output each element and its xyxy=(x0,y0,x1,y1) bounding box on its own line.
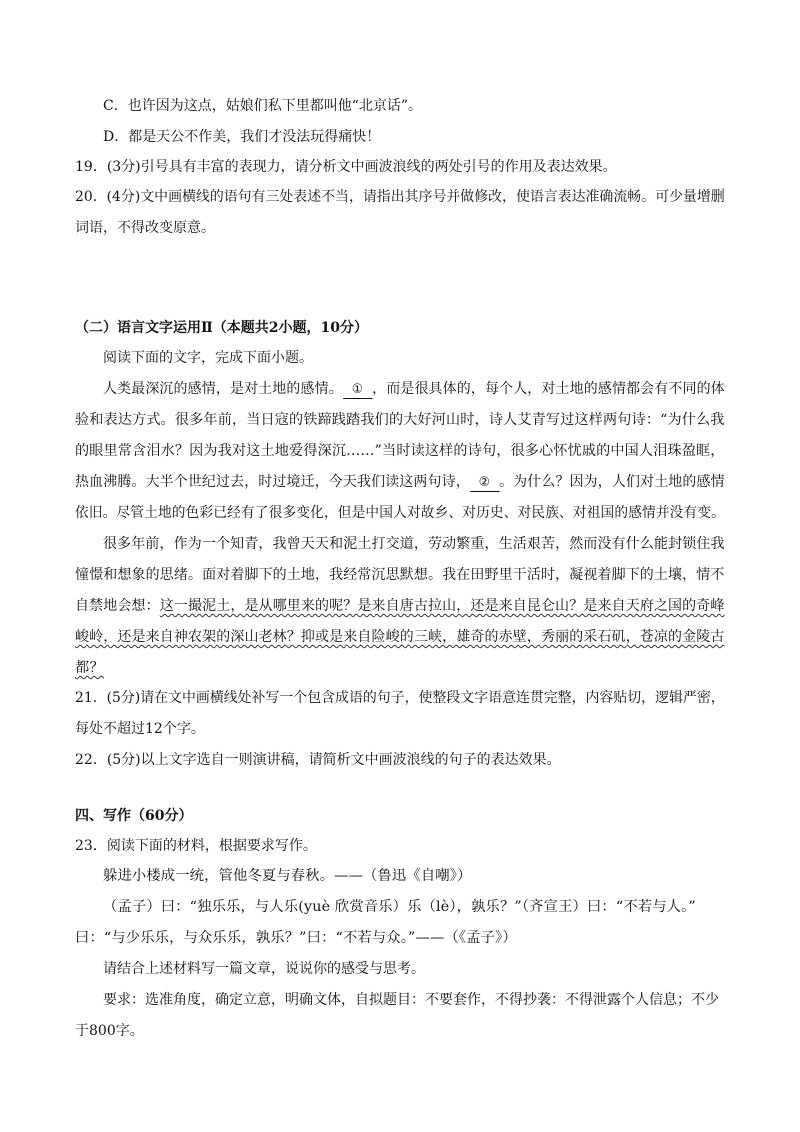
question-19: 19．(3分)引号具有丰富的表现力，请分析文中画波浪线的两处引号的作用及表达效果。 xyxy=(75,159,617,175)
option-c: C．也许因为这点，姑娘们私下里都叫他“北京话”。 xyxy=(103,98,423,114)
passage-2-line-3 xyxy=(75,596,725,616)
question-21-line-1: 21．(5分)请在文中画横线处补写一个包含成语的句子，使整段文字语意连贯完整，内容贴切，逻辑严密， xyxy=(75,690,725,706)
blank-2: ② xyxy=(470,474,499,492)
option-d: D．都是天公不作美，我们才没法玩得痛快！ xyxy=(103,129,381,145)
material-2-line-2: 曰：“与少乐乐，与众乐乐，孰乐？”曰：“不若与众。”——（《孟子》） xyxy=(75,930,517,946)
question-21-line-2: 每处不超过12个字。 xyxy=(75,721,205,737)
wavy-underlined-sentence: 这一撮泥土，是从哪里来的呢？是来自唐古拉山，还是来自昆仑山？是来自天府之国的奇峰 xyxy=(159,598,725,614)
passage-2-line-2: 憧憬和想象的思绪。面对着脚下的土地，我经常沉思默想。我在田野里干活时，凝视着脚下的土壤，情不 xyxy=(75,567,725,583)
section-2-instruction: 阅读下面的文字，完成下面小题。 xyxy=(103,350,313,366)
writing-requirements-line-2: 于800字。 xyxy=(75,1023,144,1039)
passage-2-line-5: 都？ xyxy=(75,660,104,676)
passage-text: 人类最深沉的感情，是对土地的感情。 xyxy=(103,381,343,397)
passage-2-line-1: 很多年前，作为一个知青，我曾天天和泥土打交道，劳动繁重，生活艰苦，然而没有什么能封锁住我 xyxy=(103,536,725,552)
passage-1-line-2: 验和表达方式。很多年前，当日寇的铁蹄践踏我们的大好河山时，诗人艾青写过这样两句诗：“为什么我 xyxy=(75,412,725,428)
question-22: 22．(5分)以上文字选自一则演讲稿，请简析文中画波浪线的句子的表达效果。 xyxy=(75,752,561,768)
passage-1-line-4 xyxy=(75,472,725,492)
writing-requirements-line-1: 要求：选准角度，确定立意，明确文体，自拟题目：不要套作，不得抄袭：不得泄露个人信息；不少 xyxy=(103,992,719,1008)
passage-text: 热血沸腾。大半个世纪过去，时过境迁，今天我们读这两句诗， xyxy=(75,474,470,490)
material-2-line-1: （孟子）曰：“独乐乐，与人乐(yuè 欣赏音乐）乐（lè），孰乐？”（齐宣王）曰：“不若与人。” xyxy=(103,899,696,915)
section-4-heading: 四、写作（60分） xyxy=(75,808,193,824)
question-23-intro: 23．阅读下面的材料，根据要求写作。 xyxy=(75,838,317,854)
passage-2-line-4: 峻岭，还是来自神农架的深山老林？抑或是来自险峻的三峡，雄奇的赤壁，秀丽的采石矶，苍凉的金陵古 xyxy=(75,629,725,645)
passage-1-line-3: 的眼里常含泪水？因为我对这土地爱得深沉……”当时读这样的诗句，很多心怀忧戚的中国人泪珠盈眶， xyxy=(75,443,725,459)
writing-task: 请结合上述材料写一篇文章，说说你的感受与思考。 xyxy=(103,961,425,977)
passage-1-line-1 xyxy=(103,379,725,399)
question-20-line-2: 词语，不得改变原意。 xyxy=(75,220,215,236)
question-20-line-1: 20．(4分)文中画横线的语句有三处表述不当，请指出其序号并做修改，使语言表达准确流畅。可少量增删 xyxy=(75,189,725,205)
blank-1: ① xyxy=(343,381,372,399)
passage-text: ，而是很具体的，每个人，对土地的感情都会有不同的体 xyxy=(372,381,725,397)
passage-text: 。为什么？因为，人们对土地的感情 xyxy=(499,474,725,490)
section-2-heading: （二）语言文字运用Ⅱ（本题共2小题，10分） xyxy=(75,320,369,336)
material-1: 躲进小楼成一统，管他冬夏与春秋。——（鲁迅《自嘲》） xyxy=(103,868,472,884)
passage-1-line-5: 依旧。尽管土地的色彩已经有了很多变化，但是中国人对故乡、对历史、对民族、对祖国的感情并没有变。 xyxy=(75,505,726,521)
passage-text: 自禁地会想： xyxy=(75,598,160,614)
